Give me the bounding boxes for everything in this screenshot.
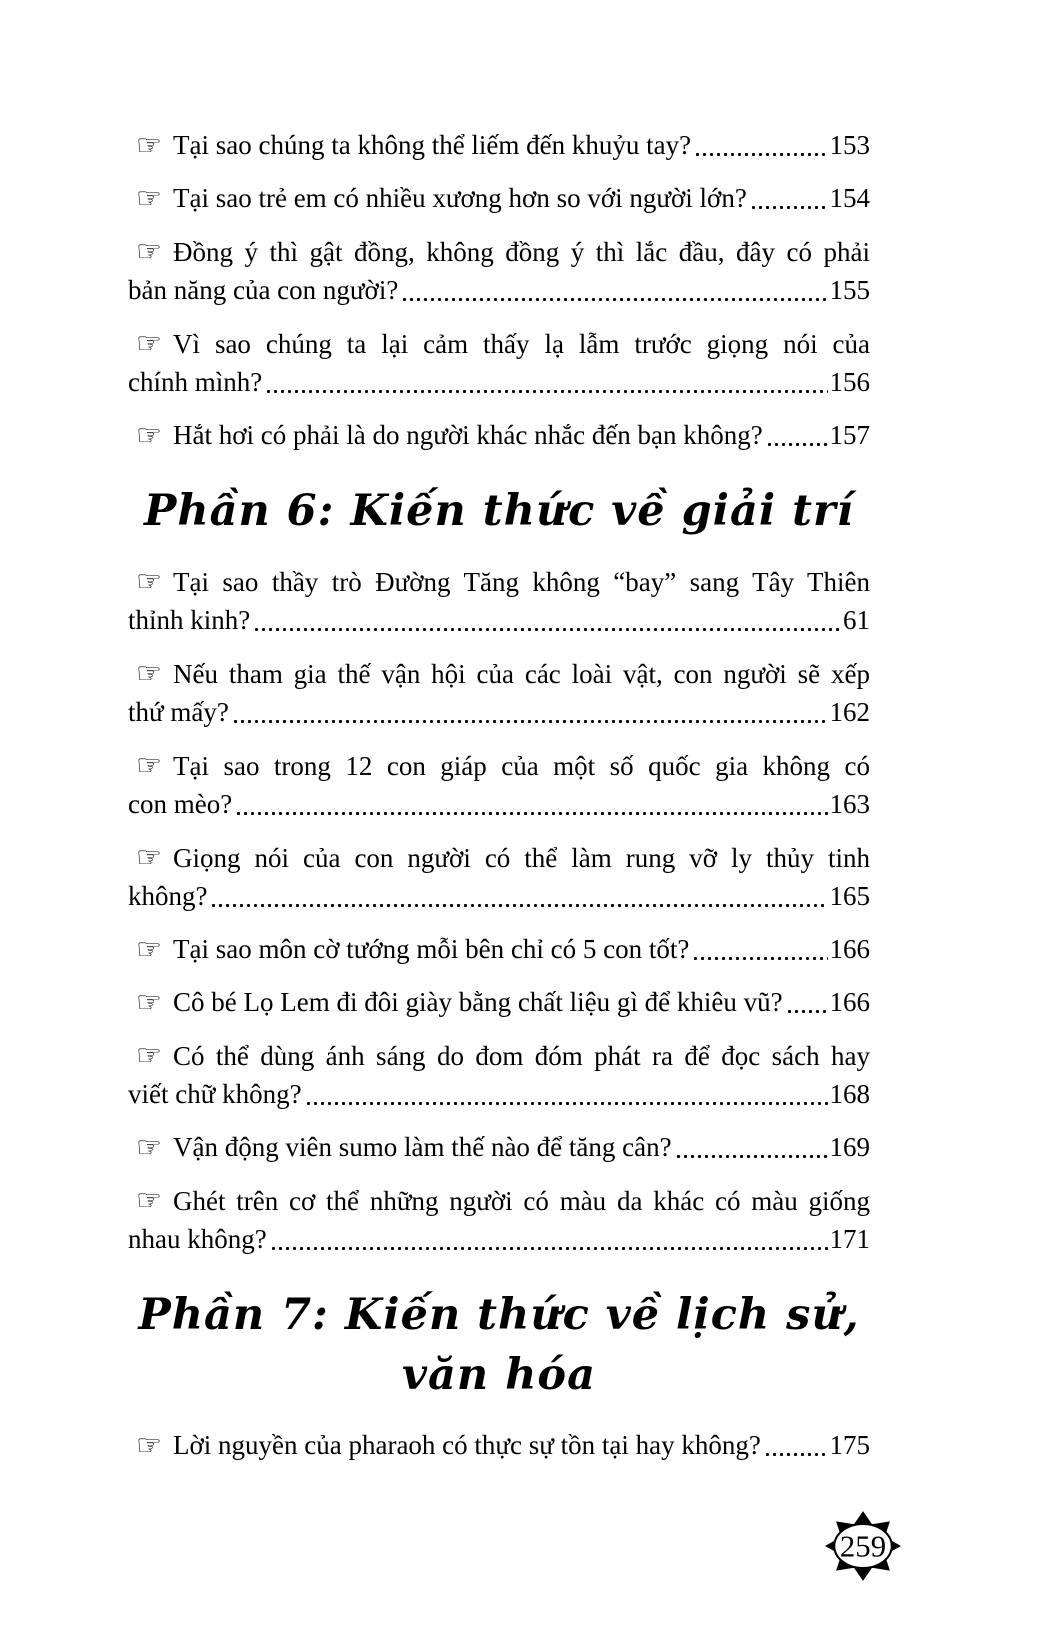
toc-entry-line [128, 126, 870, 164]
toc-entry-page: 153 [829, 130, 870, 160]
toc-entry-text: Tại sao chúng ta không thể liếm đến khuỷu tay? [173, 130, 692, 160]
toc-entry-line [128, 930, 870, 968]
pointing-hand-icon: ☞ [136, 181, 162, 215]
toc-entry-page: 61 [843, 605, 870, 635]
pointing-hand-icon: ☞ [136, 564, 162, 598]
toc-entry-page: 175 [829, 1430, 870, 1460]
toc-entry [128, 746, 870, 823]
toc-entry-page: 162 [829, 697, 870, 727]
toc-entry-text: Giọng nói của con người có thể làm rung vỡ ly thủy tinh [173, 843, 870, 873]
toc-entry-text: chính mình? [128, 367, 263, 397]
pointing-hand-icon: ☞ [136, 1428, 162, 1462]
pointing-hand-icon: ☞ [136, 840, 162, 874]
toc-entry-text: Đồng ý thì gật đồng, không đồng ý thì lắc đầu, đây có phải [173, 237, 870, 267]
toc-entry-line [128, 232, 870, 271]
toc-entry-line [128, 1220, 870, 1258]
toc-entry-line [128, 877, 870, 915]
dot-leader [265, 363, 827, 401]
toc-entry-page: 166 [829, 987, 870, 1017]
toc-entry [128, 930, 870, 968]
toc-entry-text: Có thể dùng ánh sáng do đom đóm phát ra để đọc sách hay [173, 1041, 870, 1071]
toc-entry-page: 166 [829, 934, 870, 964]
toc-entry [128, 654, 870, 731]
toc-entry-text: Tại sao trong 12 con giáp của một số quốc gia không có [173, 751, 870, 781]
toc-entry [128, 1426, 870, 1464]
toc-entry-line [128, 1426, 870, 1464]
toc-entry-line [128, 416, 870, 454]
toc-entry-page: 168 [829, 1079, 870, 1109]
dot-leader [253, 601, 841, 639]
toc-entry-line [128, 1181, 870, 1220]
pointing-hand-icon: ☞ [136, 932, 162, 966]
toc-entry-text: Nếu tham gia thế vận hội của các loài vật, con người sẽ xếp [173, 659, 870, 689]
dot-leader [232, 693, 828, 731]
toc-entry-text: viết chữ không? [128, 1079, 302, 1109]
toc-entry [128, 416, 870, 454]
toc-entry-page: 171 [829, 1224, 870, 1254]
toc-entry [128, 232, 870, 309]
toc-entry [128, 983, 870, 1021]
toc-entry-text: Tại sao thầy trò Đường Tăng không “bay” sang Tây Thiên [173, 567, 870, 597]
pointing-hand-icon: ☞ [136, 234, 162, 268]
dot-leader [235, 785, 827, 823]
toc-entry-page: 165 [829, 881, 870, 911]
toc-entry [128, 562, 870, 639]
toc-entry-line [128, 785, 870, 823]
toc-entry-line [128, 1036, 870, 1075]
toc-entry-line [128, 601, 870, 639]
section-header: Phần 6: Kiến thức về giải trí [143, 486, 855, 536]
toc-entry-text: thứ mấy? [128, 697, 229, 727]
toc-entry-text: Ghét trên cơ thể những người có màu da khác có màu giống [173, 1186, 870, 1216]
toc-entry [128, 126, 870, 164]
toc-entry-line [128, 983, 870, 1021]
toc-entry [128, 1128, 870, 1166]
toc-entry-text: Vì sao chúng ta lại cảm thấy lạ lẫm trước giọng nói của [173, 329, 870, 359]
toc-entry [128, 1036, 870, 1113]
toc-entry-page: 154 [829, 183, 870, 213]
dot-leader [675, 1128, 828, 1166]
page-number-badge [824, 1510, 902, 1582]
dot-leader [401, 271, 827, 309]
dot-leader [305, 1075, 828, 1113]
dot-leader [692, 930, 827, 968]
pointing-hand-icon: ☞ [136, 1183, 162, 1217]
dot-leader [694, 126, 827, 164]
toc-entry-page: 156 [829, 367, 870, 397]
toc-entry-text: Cô bé Lọ Lem đi đôi giày bằng chất liệu gì để khiêu vũ? [173, 987, 783, 1017]
toc-entry-text: con mèo? [128, 789, 233, 819]
pointing-hand-icon: ☞ [136, 985, 162, 1019]
pointing-hand-icon: ☞ [136, 418, 162, 452]
pointing-hand-icon: ☞ [136, 656, 162, 690]
dot-leader [270, 1220, 828, 1258]
pointing-hand-icon: ☞ [136, 1038, 162, 1072]
toc-entry-text: bản năng của con người? [128, 275, 399, 305]
toc-entry-page: 163 [829, 789, 870, 819]
toc-entry-text: thỉnh kinh? [128, 605, 251, 635]
pointing-hand-icon: ☞ [136, 1130, 162, 1164]
dot-leader [786, 983, 828, 1021]
toc-entry-page: 157 [829, 420, 870, 450]
toc-entry-text: không? [128, 881, 208, 911]
dot-leader [766, 416, 828, 454]
toc-entry-line [128, 654, 870, 693]
page-number: 259 [839, 1529, 887, 1564]
toc-entry-line [128, 746, 870, 785]
pointing-hand-icon: ☞ [136, 128, 162, 162]
table-of-contents [128, 126, 870, 1479]
toc-entry-line [128, 1128, 870, 1166]
toc-entry-text: nhau không? [128, 1224, 267, 1254]
toc-entry-page: 169 [829, 1132, 870, 1162]
toc-entry-line [128, 271, 870, 309]
toc-entry [128, 324, 870, 401]
toc-entry-text: Hắt hơi có phải là do người khác nhắc đến bạn không? [173, 420, 763, 450]
section-header: Phần 7: Kiến thức về lịch sử, văn hóa [138, 1290, 860, 1400]
toc-entry-text: Tại sao trẻ em có nhiều xương hơn so với người lớn? [173, 183, 747, 213]
toc-entry-line [128, 363, 870, 401]
toc-entry [128, 179, 870, 217]
toc-entry-line [128, 179, 870, 217]
toc-entry [128, 1181, 870, 1258]
toc-entry-page: 155 [829, 275, 870, 305]
toc-entry-line [128, 1075, 870, 1113]
pointing-hand-icon: ☞ [136, 326, 162, 360]
toc-entry-text: Lời nguyền của pharaoh có thực sự tồn tại hay không? [173, 1430, 761, 1460]
toc-entry-text: Tại sao môn cờ tướng mỗi bên chỉ có 5 con tốt? [173, 934, 690, 964]
toc-entry-line [128, 838, 870, 877]
toc-entry-line [128, 324, 870, 363]
toc-entry-text: Vận động viên sumo làm thế nào để tăng cân? [173, 1132, 672, 1162]
dot-leader [750, 179, 828, 217]
pointing-hand-icon: ☞ [136, 748, 162, 782]
toc-entry-line [128, 693, 870, 731]
dot-leader [764, 1426, 828, 1464]
dot-leader [210, 877, 827, 915]
toc-entry [128, 838, 870, 915]
toc-entry-line [128, 562, 870, 601]
